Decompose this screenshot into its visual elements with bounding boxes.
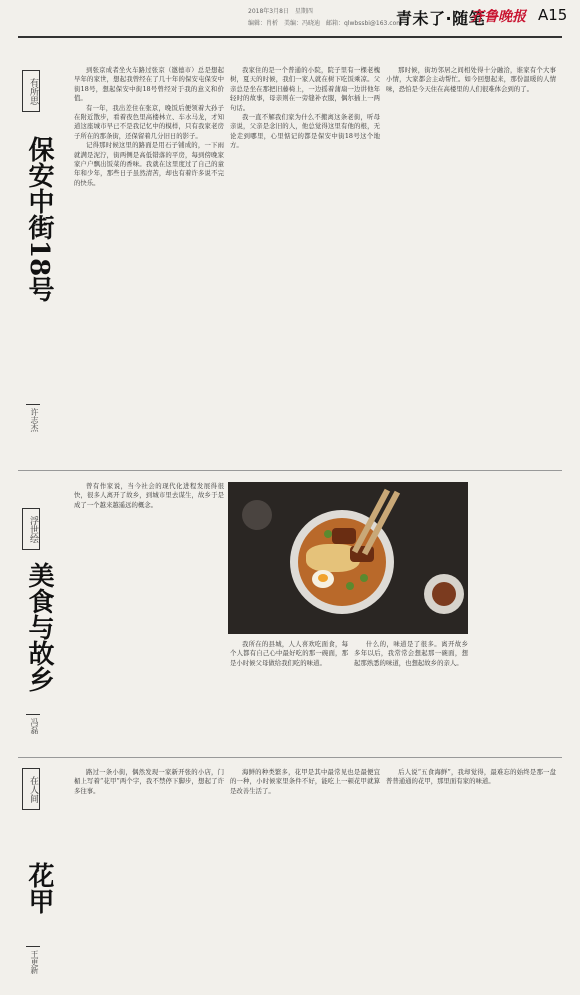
greens [346,582,354,590]
paragraph: 记得那时候这里的路面是用石子铺成的，一下雨就满是泥泞，街两侧是高低错落的平房，每到傍晚家家户户飘出饭菜的香味。我就在这里度过了自己的童年和少年，那些日子虽然清苦，却也有着许多说不完的快乐。 [74,141,224,187]
page-code: A15 [538,6,568,24]
article-title: 保安中街18号 [24,136,54,303]
food-photo [228,482,468,634]
section-divider [18,757,562,758]
section-divider [18,470,562,471]
staff-line: 编辑：肖析 美编：冯晓迪 邮箱：qlwbssbi@163.com [248,20,403,27]
article-column-2 [230,768,380,982]
paragraph: 有一年，我出差住在张京，晚饭后便领着大孙子在附近散步，看着夜色里高楼林立、车水马龙，才知道这座城市早已不是我记忆中的模样，只有我家老房子所在的那条街，还保留着几分旧日的影子。 [74,103,224,140]
date-line: 2018年3月8日 星期四 [248,8,313,15]
article-title: 花甲 [24,862,54,914]
header-rule [18,36,562,38]
paragraph: 路过一条小街，偶然发现一家新开张的小店，门楣上写着“花甲”两个字，我不禁停下脚步，想起了许多往事。 [74,768,224,795]
article-author: 冯磊 [26,714,40,748]
article-1 [18,44,562,468]
braised-meat [332,528,356,544]
paragraph: 什么的，味道是了很多。离开故乡多年以后，我常常会想起那一碗面，想起那熟悉的味道，也想起故乡的亲人。 [354,640,468,667]
paragraph: 曾有作家说，当今社会的现代化进程发展得很快，很多人离开了故乡，到城市里去谋生，故乡于是成了一个越来越遥远的概念。 [74,482,224,509]
column-tag: 在人间 [22,768,40,810]
side-bowl [242,500,272,530]
paragraph: 我一直不解我们家为什么不搬离这条老街，听母亲说，父亲是念旧的人，他总觉得这里有他的根，无论走到哪里，心里惦记的都是保安中街18号这个地方。 [230,113,380,150]
article-column-3 [386,66,556,462]
article-column-2 [230,66,380,462]
article-column-1 [74,768,224,982]
paragraph: 后人说“五食海鲜”，我却觉得，最难忘的始终是那一盘普普通通的花甲，那里面有家的味道。 [386,768,556,786]
article-author: 王更新 [26,946,40,982]
article-title: 美食与故乡 [24,562,54,692]
side-dish-food [432,582,456,606]
article-3 [18,762,562,988]
greens [324,530,332,538]
column-tag: 浮世绘 [22,508,40,550]
article-author: 许志杰 [26,404,40,444]
article-column-3 [354,640,468,748]
paragraph: 那时候，街坊邻居之间相处得十分融洽，谁家有个大事小情，大家都会主动帮忙。如今回想起来，那份温暖的人情味，恐怕是今天住在高楼里的人们很难体会到的了。 [386,66,556,93]
article-column-1 [74,482,224,748]
article-2 [18,476,562,754]
article-column-3 [386,768,556,982]
newspaper-logo: 齐鲁晚报 [470,9,526,25]
section-title: 青未了·随笔 [396,9,486,28]
greens [360,574,368,582]
paragraph: 我家住的是一个普通的小院，院子里有一棵老槐树，夏天的时候，我们一家人就在树下吃饭乘凉。父亲总是坐在那把旧藤椅上，一边摇着蒲扇一边讲他年轻时的故事，母亲则在一旁缝补衣服，偶尔插上一两句话。 [230,66,380,112]
egg-yolk [318,574,328,582]
paragraph: 我所在的县城，人人喜欢吃面食，每个人都有自己心中最好吃的那一碗面，那是小时候父母做给我们吃的味道。 [230,640,348,667]
article-column-2 [230,640,348,748]
article-column-1 [74,66,224,462]
paragraph: 到张京成者坐火车路过张京（邀德市）总是想起早年的家世，想起我曾经在了几十年的保安屯保安中街18号，想起保安中街18号曾经对于我的意义和价值。 [74,66,224,103]
paragraph: 海鲜的种类繁多，花甲是其中最常见也是最便宜的一种，小时候家里条件不好，能吃上一顿花甲就算是改善生活了。 [230,768,380,795]
column-tag: 有所思 [22,70,40,112]
